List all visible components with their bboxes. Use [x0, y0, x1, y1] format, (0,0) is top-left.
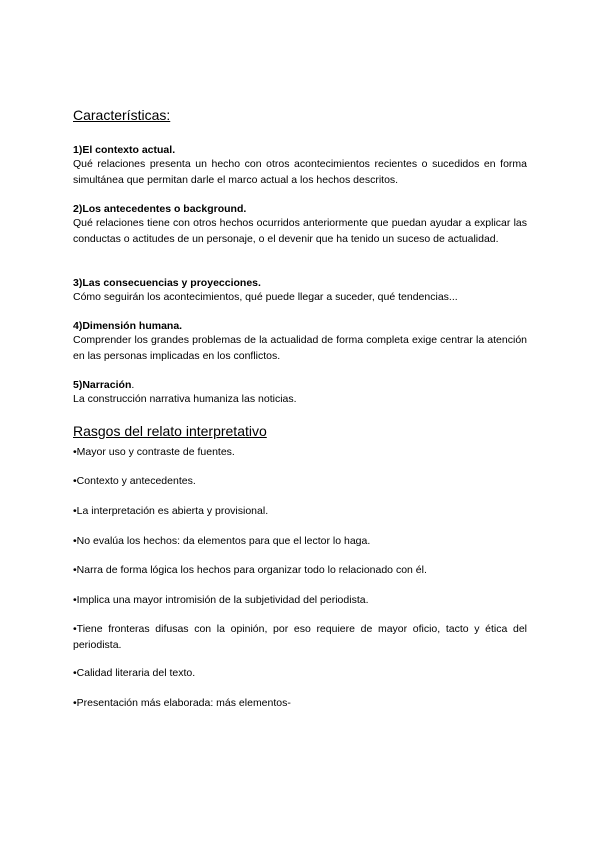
bullet-item: •Narra de forma lógica los hechos para organizar todo lo relacionado con él. — [73, 564, 427, 576]
heading-caracteristicas: Características: — [73, 107, 171, 123]
section-body: La construcción narrativa humaniza las noticias. — [73, 393, 297, 405]
bullet-item: •Mayor uso y contraste de fuentes. — [73, 446, 235, 458]
section-title — [73, 378, 527, 392]
section-title-text: 5)Narración — [73, 379, 132, 391]
section-body: Cómo seguirán los acontecimientos, qué puede llegar a suceder, qué tendencias... — [73, 291, 458, 303]
section-title: 1)El contexto actual. — [73, 144, 176, 156]
section-contexto-actual — [73, 143, 527, 188]
section-title: 2)Los antecedentes o background. — [73, 203, 247, 215]
section-body: Qué relaciones tiene con otros hechos ocurridos anteriormente que puedan ayudar a explicar las conductas o actitudes de un personaje, o el devenir que ha tenido un suceso de actualidad. — [73, 217, 527, 245]
bullet-item: •Implica una mayor intromisión de la subjetividad del periodista. — [73, 594, 369, 606]
bullet-item: •Tiene fronteras difusas con la opinión, por eso requiere de mayor oficio, tacto y ética del periodista. — [73, 623, 527, 651]
section-body: Comprender los grandes problemas de la actualidad de forma completa exige centrar la atención en las personas implicadas en los conflictos. — [73, 334, 527, 362]
section-dimension-humana — [73, 319, 527, 364]
heading-rasgos: Rasgos del relato interpretativo — [73, 423, 267, 439]
section-body: Qué relaciones presenta un hecho con otros acontecimientos recientes o sucedidos en forma simultánea que permitan darle el marco actual a los hechos descritos. — [73, 158, 527, 186]
section-narracion — [73, 378, 527, 408]
section-consecuencias — [73, 276, 527, 306]
section-title-suffix: . — [131, 379, 135, 391]
bullet-item: •Calidad literaria del texto. — [73, 667, 196, 679]
section-title: 4)Dimensión humana. — [73, 320, 183, 332]
bullet-item: •Contexto y antecedentes. — [73, 475, 196, 487]
bullet-item: •La interpretación es abierta y provisional. — [73, 505, 269, 517]
bullet-item: •Presentación más elaborada: más elementos- — [73, 697, 291, 709]
section-title: 3)Las consecuencias y proyecciones. — [73, 277, 261, 289]
section-antecedentes — [73, 202, 527, 247]
bullet-item: •No evalúa los hechos: da elementos para que el lector lo haga. — [73, 535, 371, 547]
